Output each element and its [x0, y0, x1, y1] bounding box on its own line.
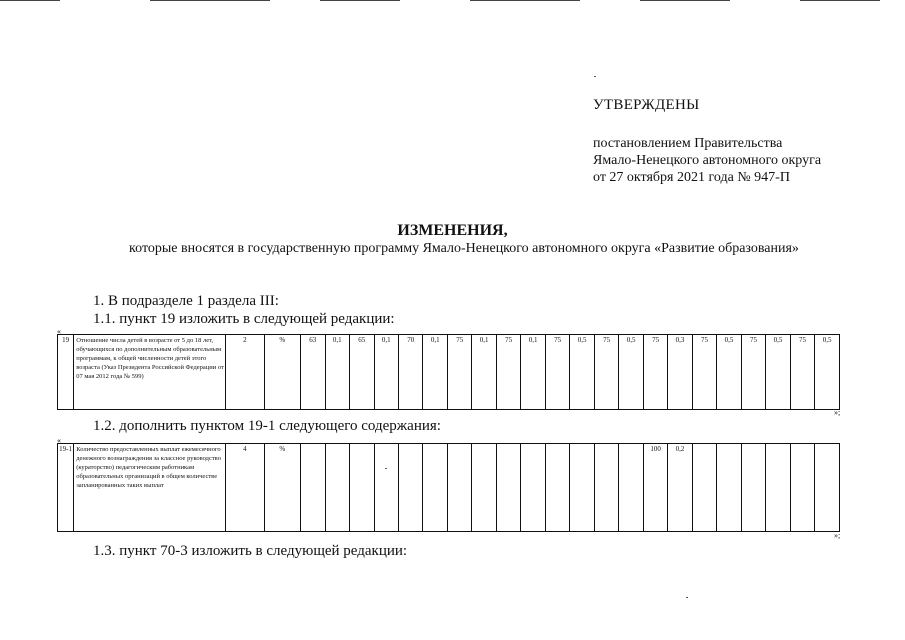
value-cell [496, 444, 520, 532]
value-cell: 75 [692, 335, 716, 410]
unit-cell: % [264, 335, 300, 410]
scan-speck [686, 597, 688, 598]
unit-cell: % [264, 444, 300, 532]
value-cell [594, 444, 618, 532]
indicator-description: Отношение числа детей в возрасте от 5 до 18 лет, обучающихся по дополнительным образовательным программам, к общей численности детей этого возраста (Указ Президента Российской Федерации от 07 мая 2012 года № 599) [74, 335, 226, 410]
value-cell: 0,5 [815, 335, 840, 410]
value-cell: 100 [643, 444, 667, 532]
value-cell: 0,5 [619, 335, 643, 410]
scan-speck [594, 76, 596, 77]
value-cell: 63 [301, 335, 325, 410]
value-cell [790, 444, 814, 532]
value-cell: 75 [643, 335, 667, 410]
value-cell: 0,3 [668, 335, 692, 410]
value-cell: 0,2 [668, 444, 692, 532]
value-cell: 0,5 [717, 335, 741, 410]
indicator-code: 4 [226, 444, 264, 532]
value-cell [717, 444, 741, 532]
approval-line: от 27 октября 2021 года № 947-П [593, 170, 790, 185]
value-cell [570, 444, 594, 532]
value-cell [619, 444, 643, 532]
value-cell: 0,1 [325, 335, 349, 410]
value-cell: 0,1 [472, 335, 496, 410]
approval-details [593, 135, 821, 186]
scan-speck [385, 468, 387, 469]
table-item-19-1 [57, 443, 840, 532]
value-cell: 0,1 [374, 335, 398, 410]
value-cell: 0,1 [521, 335, 545, 410]
value-cell [766, 444, 790, 532]
end-mark: »; [834, 531, 841, 540]
value-cell: 75 [741, 335, 765, 410]
value-cell: 70 [398, 335, 422, 410]
value-cell [472, 444, 496, 532]
value-cell [374, 444, 398, 532]
value-cell: 65 [350, 335, 374, 410]
table-item-19 [57, 334, 840, 410]
value-cell: 75 [496, 335, 520, 410]
value-cell [398, 444, 422, 532]
value-cell: 0,5 [766, 335, 790, 410]
end-mark: »; [834, 408, 841, 417]
value-cell: 75 [447, 335, 471, 410]
value-cell [815, 444, 840, 532]
row-number: 19 [58, 335, 74, 410]
value-cell [301, 444, 325, 532]
indicator-description: Количество предоставленных выплат ежемесячного денежного вознаграждения за классное руководство (кураторство) педагогическим работникам образовательных организаций в общем количестве запланированных таких выплат [74, 444, 226, 532]
approval-heading: УТВЕРЖДЕНЫ [593, 97, 700, 113]
section-1-2-heading: 1.2. дополнить пунктом 19-1 следующего содержания: [93, 418, 441, 434]
section-1-heading: 1. В подразделе 1 раздела III: [93, 293, 279, 309]
quote-open-mark: « [57, 436, 61, 445]
value-cell: 0,5 [570, 335, 594, 410]
indicator-code: 2 [226, 335, 264, 410]
value-cell [692, 444, 716, 532]
quote-open-mark: « [57, 327, 61, 336]
value-cell [423, 444, 447, 532]
value-cell [350, 444, 374, 532]
section-1-1-heading: 1.1. пункт 19 изложить в следующей редакции: [93, 311, 395, 327]
approval-line: Ямало-Ненецкого автономного округа [593, 153, 822, 168]
document-subtitle: которые вносятся в государственную программу Ямало-Ненецкого автономного округа «Развитие образования» [129, 241, 799, 256]
row-number: 19-1 [58, 444, 74, 532]
value-cell: 0,1 [423, 335, 447, 410]
value-cell: 75 [594, 335, 618, 410]
section-1-3-heading: 1.3. пункт 70-3 изложить в следующей редакции: [93, 543, 408, 559]
value-cell [741, 444, 765, 532]
value-cell [545, 444, 569, 532]
value-cell [325, 444, 349, 532]
approval-line: постановлением Правительства [593, 136, 783, 151]
value-cell [447, 444, 471, 532]
value-cell [521, 444, 545, 532]
value-cell: 75 [545, 335, 569, 410]
document-title: ИЗМЕНЕНИЯ, [397, 222, 508, 239]
value-cell: 75 [790, 335, 814, 410]
